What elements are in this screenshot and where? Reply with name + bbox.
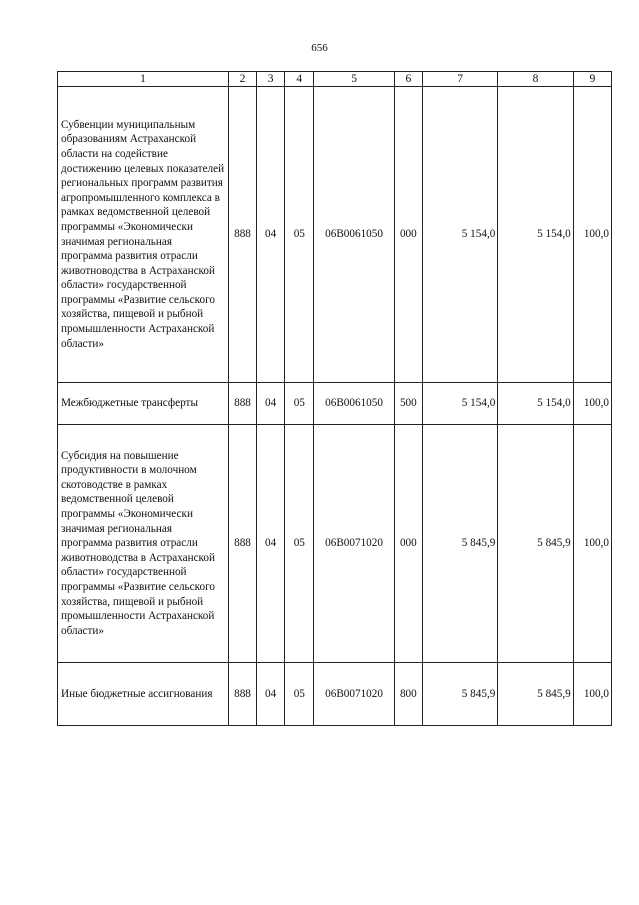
cell-percent: 100,0 xyxy=(573,383,611,425)
cell-expense-type: 800 xyxy=(394,663,422,726)
table-row xyxy=(58,663,612,726)
cell-planned-amount: 5 845,9 xyxy=(422,425,497,663)
cell-actual-amount: 5 154,0 xyxy=(498,383,573,425)
cell-expense-type: 000 xyxy=(394,87,422,383)
cell-actual-amount: 5 845,9 xyxy=(498,425,573,663)
column-header: 7 xyxy=(422,72,497,87)
column-header: 6 xyxy=(394,72,422,87)
cell-section: 04 xyxy=(257,383,285,425)
column-header: 5 xyxy=(314,72,394,87)
cell-section: 04 xyxy=(257,663,285,726)
column-header: 4 xyxy=(285,72,314,87)
cell-planned-amount: 5 845,9 xyxy=(422,663,497,726)
column-header: 1 xyxy=(58,72,229,87)
column-header: 3 xyxy=(257,72,285,87)
cell-planned-amount: 5 154,0 xyxy=(422,383,497,425)
cell-section: 04 xyxy=(257,87,285,383)
cell-subsection: 05 xyxy=(285,425,314,663)
table-header-row xyxy=(58,72,612,87)
cell-target-article: 06В0061050 xyxy=(314,383,394,425)
cell-actual-amount: 5 154,0 xyxy=(498,87,573,383)
cell-target-article: 06В0071020 xyxy=(314,425,394,663)
table-row xyxy=(58,425,612,663)
cell-planned-amount: 5 154,0 xyxy=(422,87,497,383)
row-description: Субвенции муниципальным образованиям Астраханской области на содействие достижению целевых показателей региональных программ развития агропромышленного комплекса в рамках ведомственной целевой программы «Экономически значимая региональная программа развития отрасли животноводства в Астраханской области» государственной программы «Развитие сельского хозяйства, пищевой и рыбной промышленности Астраханской области» xyxy=(58,87,229,383)
cell-actual-amount: 5 845,9 xyxy=(498,663,573,726)
row-description: Межбюджетные трансферты xyxy=(58,383,229,425)
cell-section: 04 xyxy=(257,425,285,663)
cell-target-article: 06В0061050 xyxy=(314,87,394,383)
cell-subsection: 05 xyxy=(285,87,314,383)
column-header: 8 xyxy=(498,72,573,87)
cell-ministry-code: 888 xyxy=(228,383,256,425)
table-row xyxy=(58,383,612,425)
row-description: Иные бюджетные ассигнования xyxy=(58,663,229,726)
column-header: 9 xyxy=(573,72,611,87)
cell-percent: 100,0 xyxy=(573,87,611,383)
cell-ministry-code: 888 xyxy=(228,87,256,383)
budget-table xyxy=(57,71,612,726)
row-description: Субсидия на повышение продуктивности в молочном скотоводстве в рамках ведомственной целевой программы «Экономически значимая региональная программа развития отрасли животноводства в Астраханской области» государственной программы «Развитие сельского хозяйства, пищевой и рыбной промышленности Астраханской области» xyxy=(58,425,229,663)
cell-expense-type: 000 xyxy=(394,425,422,663)
column-header: 2 xyxy=(228,72,256,87)
cell-expense-type: 500 xyxy=(394,383,422,425)
page-number: 656 xyxy=(311,42,328,54)
cell-ministry-code: 888 xyxy=(228,663,256,726)
cell-ministry-code: 888 xyxy=(228,425,256,663)
cell-target-article: 06В0071020 xyxy=(314,663,394,726)
cell-percent: 100,0 xyxy=(573,663,611,726)
cell-subsection: 05 xyxy=(285,663,314,726)
cell-subsection: 05 xyxy=(285,383,314,425)
cell-percent: 100,0 xyxy=(573,425,611,663)
table-row xyxy=(58,87,612,383)
